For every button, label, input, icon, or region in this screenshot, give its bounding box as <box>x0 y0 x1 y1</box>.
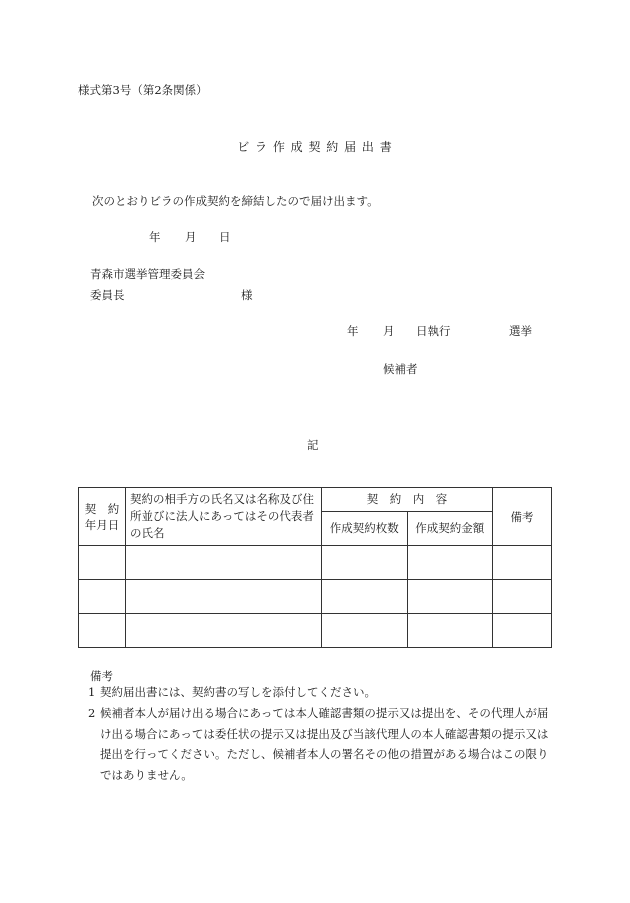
header-sheet-count: 作成契約枚数 <box>322 511 408 545</box>
election-month-label: 月 <box>383 324 395 338</box>
month-label: 月 <box>185 230 197 244</box>
cell-amount[interactable] <box>407 614 493 648</box>
cell-sheets[interactable] <box>322 546 408 580</box>
remark-number: 1 <box>88 685 96 699</box>
remark-item-1 <box>88 682 558 703</box>
cell-amount[interactable] <box>407 580 493 614</box>
cell-notes[interactable] <box>493 614 552 648</box>
addressee-honorific: 様 <box>241 288 253 302</box>
cell-notes[interactable] <box>493 580 552 614</box>
addressee-title: 委員長 <box>90 288 125 302</box>
header-contract-content: 契 約 内 容 <box>322 488 493 512</box>
remark-text: 候補者本人が届け出る場合にあっては本人確認書類の提示又は提出を、その代理人が届け出る場合にあっては委任状の提示又は提出及び当該代理人の本人確認書類の提示又は提出を行ってください。ただし、候補者本人の署名その他の措置がある場合はこの限りではありません。 <box>100 706 549 782</box>
cell-counterparty[interactable] <box>126 614 322 648</box>
remark-text: 契約届出書には、契約書の写しを添付してください。 <box>100 685 376 699</box>
cell-notes[interactable] <box>493 546 552 580</box>
cell-sheets[interactable] <box>322 614 408 648</box>
table-row <box>79 614 552 648</box>
contract-table <box>78 487 552 648</box>
header-amount: 作成契約金額 <box>407 511 493 545</box>
cell-sheets[interactable] <box>322 580 408 614</box>
day-label: 日 <box>219 230 231 244</box>
header-contract-date-line2: 年月日 <box>84 517 120 532</box>
header-contract-date-line1: 契 約 <box>84 501 120 516</box>
form-number: 様式第3号（第2条関係） <box>78 83 208 97</box>
cell-counterparty[interactable] <box>126 580 322 614</box>
ki-marker: 記 <box>307 438 319 452</box>
remarks-heading: 備考 <box>90 669 113 683</box>
election-type-label: 選挙 <box>509 324 532 338</box>
year-label: 年 <box>149 230 161 244</box>
election-day-label: 日執行 <box>416 324 451 338</box>
table-row <box>79 580 552 614</box>
document-title: ビ ラ 作 成 契 約 届 出 書 <box>237 140 393 154</box>
candidate-label: 候補者 <box>383 362 418 376</box>
cell-date[interactable] <box>79 546 126 580</box>
header-contract-date <box>79 488 126 546</box>
header-counterparty: 契約の相手方の氏名又は名称及び住所並びに法人にあってはその代表者の氏名 <box>126 488 322 546</box>
intro-text: 次のとおりビラの作成契約を締結したので届け出ます。 <box>92 194 379 208</box>
table-header-row-1 <box>79 488 552 512</box>
election-year-label: 年 <box>347 324 359 338</box>
header-notes: 備考 <box>493 488 552 546</box>
table-row <box>79 546 552 580</box>
cell-date[interactable] <box>79 614 126 648</box>
cell-date[interactable] <box>79 580 126 614</box>
remark-number: 2 <box>88 706 96 720</box>
cell-amount[interactable] <box>407 546 493 580</box>
remark-item-2 <box>88 703 558 785</box>
addressee-organization: 青森市選挙管理委員会 <box>90 267 205 281</box>
cell-counterparty[interactable] <box>126 546 322 580</box>
